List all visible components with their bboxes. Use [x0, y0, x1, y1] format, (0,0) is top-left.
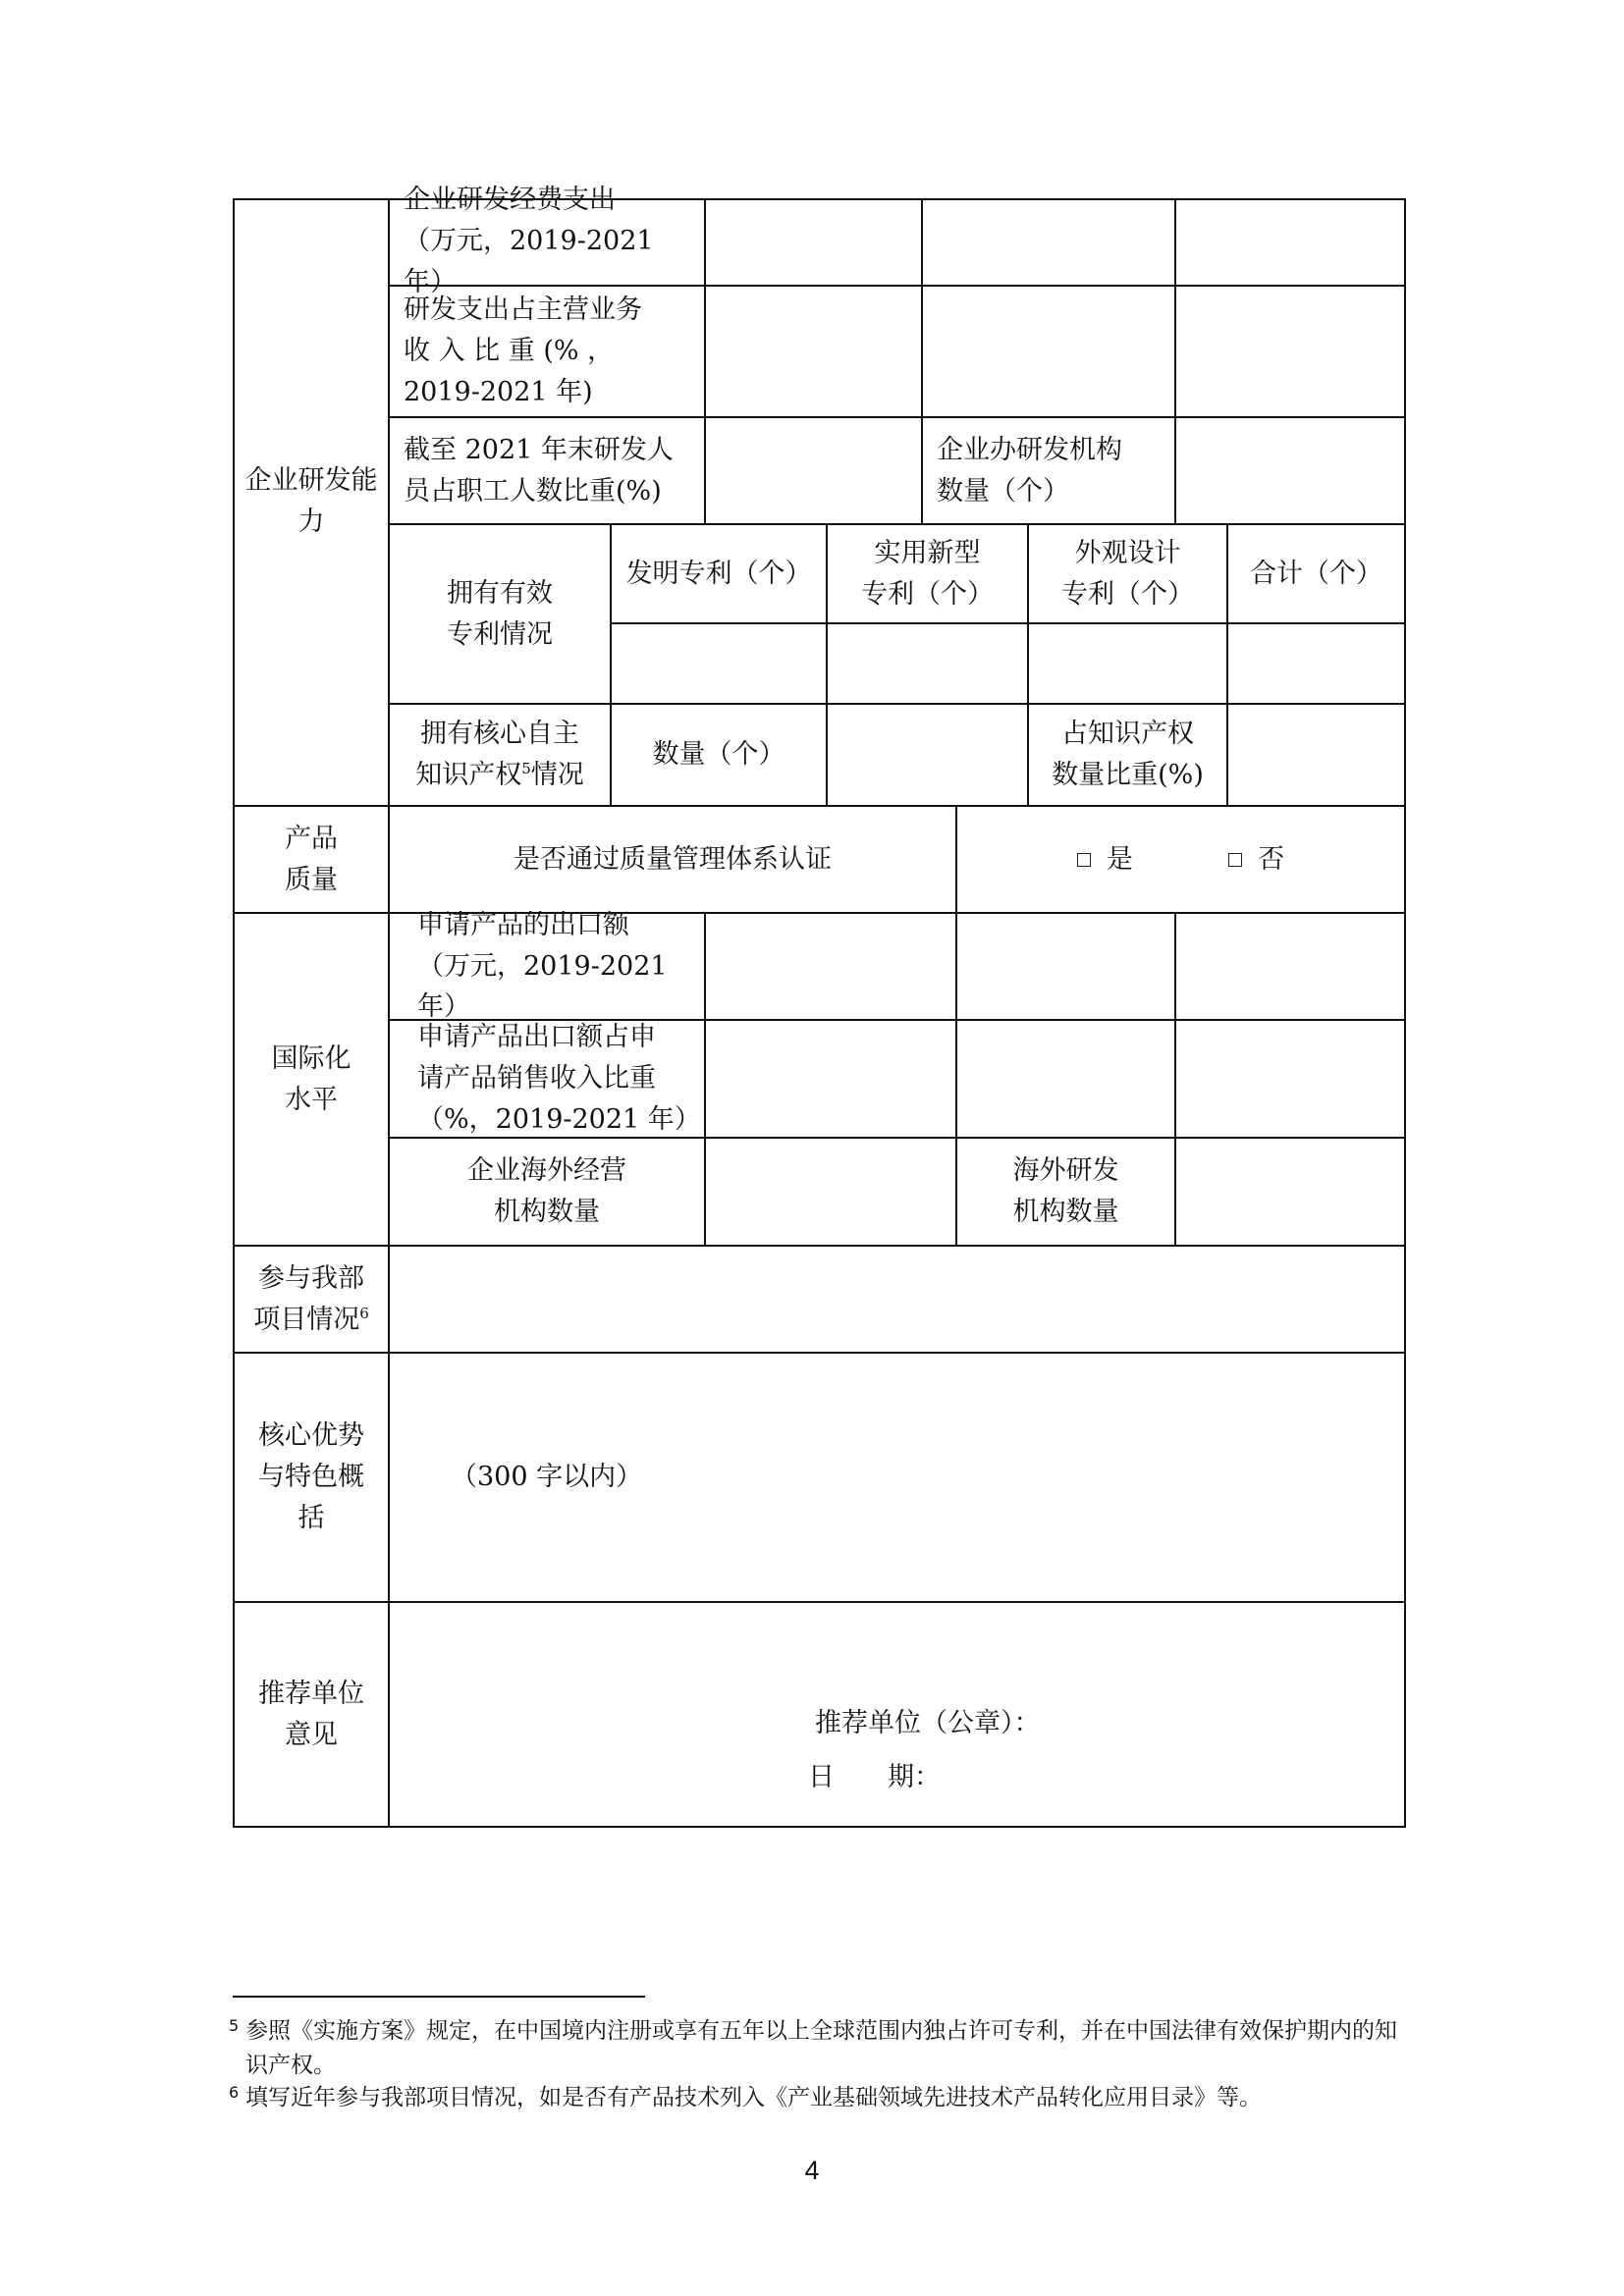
export-2020-input[interactable] [957, 914, 1174, 1019]
date-label: 日 期： [808, 1762, 941, 1792]
ip-quantity-input[interactable] [828, 705, 1027, 805]
ip-ratio-input[interactable] [1228, 705, 1404, 805]
rd-staff-ratio-input[interactable] [706, 418, 921, 523]
quality-options [957, 807, 1404, 912]
rd-expense-2020-input[interactable] [923, 200, 1174, 285]
rd-ratio-2021-input[interactable] [1176, 287, 1404, 416]
table-border-right [1404, 198, 1406, 1828]
advantage-section-label: 核心优势 与特色概 括 [258, 1420, 364, 1533]
intl-section-label: 国际化 水平 [271, 1042, 352, 1115]
projects-input[interactable] [390, 1247, 1404, 1352]
export-label: 申请产品的出口额 （万元，2019-2021 年） [417, 909, 668, 1023]
rd-institution-label: 企业办研发机构 数量（个） [937, 434, 1122, 507]
utility-patent-input[interactable] [828, 624, 1027, 703]
overseas-rd-input[interactable] [1176, 1139, 1404, 1245]
rd-expense-label: 企业研发经费支出 （万元，2019-2021 年） [404, 185, 654, 297]
ip-ratio-label: 占知识产权 数量比重(%) [1052, 719, 1204, 790]
rd-ratio-2019-input[interactable] [706, 287, 921, 416]
overseas-ops-label: 企业海外经营 机构数量 [467, 1155, 626, 1227]
design-patent-input[interactable] [1029, 624, 1226, 703]
table-border-bottom [233, 1826, 1406, 1828]
yes-checkbox[interactable] [1077, 853, 1091, 867]
rd-ratio-label: 研发支出占主营业务 收 入 比 重 (% ， 2019-2021 年) [404, 294, 642, 407]
invention-patent-input[interactable] [612, 624, 826, 703]
overseas-rd-label: 海外研发 机构数量 [1012, 1155, 1119, 1227]
export-ratio-2021-input[interactable] [1176, 1021, 1404, 1137]
overseas-ops-input[interactable] [706, 1139, 955, 1245]
total-patent-header: 合计（个） [1250, 558, 1382, 589]
total-patent-input[interactable] [1228, 624, 1404, 703]
rd-ratio-2020-input[interactable] [923, 287, 1174, 416]
export-2021-input[interactable] [1176, 914, 1404, 1019]
page-number: 4 [804, 2156, 820, 2185]
ip-quantity-label: 数量（个） [652, 739, 785, 771]
quality-section-label: 产品 质量 [285, 823, 338, 895]
footnote-6: 6 填写近年参与我部项目情况，如是否有产品技术列入《产业基础领域先进技术产品转化应用目录》等。 [229, 2083, 1262, 2110]
design-patent-header: 外观设计 专利（个） [1061, 537, 1194, 610]
export-ratio-label: 申请产品出口额占申 请产品销售收入比重 （%，2019-2021 年） [417, 1022, 701, 1135]
rd-institution-input[interactable] [1176, 418, 1404, 523]
utility-patent-header: 实用新型 专利（个） [861, 537, 994, 610]
invention-patent-header: 发明专利（个） [625, 558, 812, 589]
footnote-separator [233, 1996, 645, 1998]
core-ip-label: 拥有核心自主 知识产权$^5$情况 [415, 719, 584, 790]
export-ratio-2020-input[interactable] [957, 1021, 1174, 1137]
export-ratio-2019-input[interactable] [706, 1021, 955, 1137]
export-2019-input[interactable] [706, 914, 955, 1019]
rd-expense-2021-input[interactable] [1176, 200, 1404, 285]
rd-staff-ratio-label: 截至 2021 年末研发人 员占职工人数比重(%) [404, 434, 674, 507]
no-checkbox[interactable] [1228, 853, 1242, 867]
footnote-5: 5 参照《实施方案》规定，在中国境内注册或享有五年以上全球范围内独占许可专利，并在中国法律有效保护期内的知识产权。 [229, 2016, 1397, 2078]
recommend-section-label: 推荐单位 意见 [258, 1678, 364, 1750]
seal-label: 推荐单位（公章）： [815, 1708, 1041, 1738]
yes-option-label: 是 [1106, 843, 1133, 875]
patents-label: 拥有有效 专利情况 [447, 577, 553, 650]
advantage-hint: （300 字以内） [451, 1462, 643, 1493]
no-option-label: 否 [1258, 843, 1285, 875]
rd-section-label: 企业研发能力 [244, 465, 378, 537]
projects-section-label: 参与我部 项目情况$^6$ [253, 1262, 369, 1335]
quality-question: 是否通过质量管理体系认证 [514, 843, 832, 875]
advantage-input[interactable] [390, 1354, 1404, 1601]
recommend-input[interactable] [390, 1603, 1404, 1826]
rd-expense-2019-input[interactable] [706, 200, 921, 285]
